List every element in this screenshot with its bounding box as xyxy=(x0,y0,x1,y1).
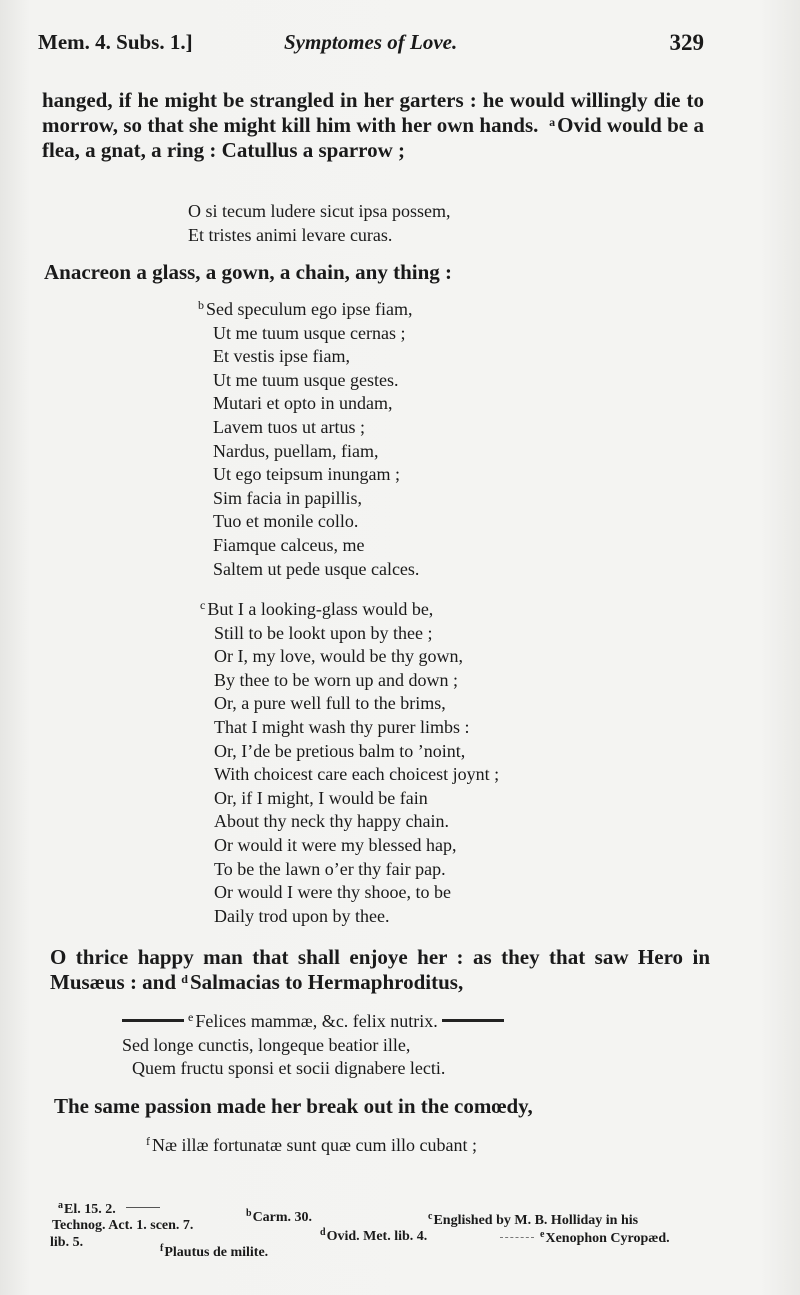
footnote-marker: d xyxy=(181,972,188,986)
verse-line: Quem fructu sponsi et socii dignabere lecti. xyxy=(132,1058,446,1079)
verse-line: Ut me tuum usque cernas ; xyxy=(213,322,406,343)
verse-line: Lavem tuos ut artus ; xyxy=(213,416,365,437)
verse-line: Or, a pure well full to the brims, xyxy=(214,693,446,714)
verse-line: $^c$ But I a looking-glass would be, xyxy=(200,598,434,619)
verse-line: Nardus, puellam, fiam, xyxy=(213,440,379,461)
paragraph-text: O thrice happy man that shall enjoye her : as they that saw Hero in Musæus : and xyxy=(50,945,710,994)
verse-line: Still to be lookt upon by thee ; xyxy=(214,622,433,643)
footnote-e: $^e$Xenophon Cyropæd. xyxy=(500,1229,670,1247)
verse-english-translation xyxy=(200,598,499,928)
footnote-c-continued: Technog. Act. 1. scen. 7. xyxy=(52,1218,194,1233)
footnote-dots xyxy=(500,1237,534,1238)
paragraph-3 xyxy=(50,945,710,995)
verse-line: Sed longe cunctis, longeque beatior ille, xyxy=(122,1034,411,1055)
paragraph-4: The same passion made her break out in the comœdy, xyxy=(54,1094,533,1118)
verse-line: Or would I were thy shooe, to be xyxy=(214,882,451,903)
verse-line: Ut ego teipsum inungam ; xyxy=(213,464,400,485)
section-reference: Mem. 4. Subs. 1.] xyxy=(38,30,193,54)
paragraph-text: hanged, if he might be strangled in her garters : he would willingly die to morrow, so that she might kill him with her own hands. xyxy=(42,88,704,137)
verse-catullus xyxy=(188,200,450,247)
verse-line: About thy neck thy happy chain. xyxy=(214,811,449,832)
verse-line: Sim facia in papillis, xyxy=(213,487,362,508)
verse-plautus xyxy=(146,1134,477,1158)
verse-musaeus xyxy=(122,1010,504,1081)
verse-line: Daily trod upon by thee. xyxy=(214,905,390,926)
footnote-marker: c xyxy=(200,598,206,612)
footnote-c: $^c$Englished by M. B. Holliday in his xyxy=(428,1211,639,1228)
footnote-marker: b xyxy=(198,298,204,312)
paragraph-text: Ovid would be a flea, a gnat, a ring : Catullus a sparrow ; xyxy=(42,113,705,162)
paragraph-1 xyxy=(42,88,704,163)
verse-line: By thee to be worn up and down ; xyxy=(214,669,458,690)
verse-line: O si tecum ludere sicut ipsa possem, xyxy=(188,201,451,221)
verse-line: Mutari et opto in undam, xyxy=(213,393,393,414)
footnote-marker: f xyxy=(146,1134,150,1148)
verse-line: $^f$ Næ illæ fortunatæ sunt quæ cum illo cubant ; xyxy=(146,1134,477,1155)
footnote-d: $^d$Ovid. Met. lib. 4. xyxy=(320,1227,428,1244)
verse-line: $^e$ Felices mammæ, &c. felix nutrix. xyxy=(122,1010,504,1034)
page-number: 329 xyxy=(669,30,704,55)
paragraph-text: Salmacias to Hermaphroditus, xyxy=(189,970,464,994)
page-title: Symptomes of Love. xyxy=(284,30,458,54)
verse-line: Et vestis ipse fiam, xyxy=(213,346,350,367)
footnote-e-continued: lib. 5. xyxy=(50,1235,84,1250)
footnote-a: $^a$El. 15. 2. xyxy=(58,1200,160,1218)
paragraph-2: Anacreon a glass, a gown, a chain, any thing : xyxy=(44,260,453,284)
footnote-b: $^b$Carm. 30. xyxy=(246,1208,313,1225)
verse-line: Or I, my love, would be thy gown, xyxy=(214,646,463,667)
verse-line: Et tristes animi levare curas. xyxy=(188,224,393,245)
verse-line: Ut me tuum usque gestes. xyxy=(213,369,399,390)
footnote-marker: e xyxy=(188,1010,194,1024)
footnote-marker: a xyxy=(549,115,556,129)
footnote-f: $^f$Plautus de milite. xyxy=(160,1243,269,1260)
verse-line: Or, if I might, I would be fain xyxy=(214,787,428,808)
verse-line: Saltem ut pede usque calces. xyxy=(213,558,420,579)
verse-line: $^b$ Sed speculum ego ipse fiam, xyxy=(198,298,413,319)
verse-line: Fiamque calceus, me xyxy=(213,534,365,555)
verse-line: With choicest care each choicest joynt ; xyxy=(214,764,500,785)
verse-line: Or would it were my blessed hap, xyxy=(214,834,457,855)
verse-line: Tuo et monile collo. xyxy=(213,511,359,532)
rule-left xyxy=(122,1019,184,1022)
footnote-dash xyxy=(126,1207,160,1208)
verse-line: To be the lawn o’er thy fair pap. xyxy=(214,858,446,879)
verse-anacreon-latin xyxy=(198,298,419,581)
verse-line: Or, I’de be pretious balm to ’noint, xyxy=(214,740,466,761)
rule-right xyxy=(442,1019,504,1022)
verse-line: That I might wash thy purer limbs : xyxy=(214,716,470,737)
